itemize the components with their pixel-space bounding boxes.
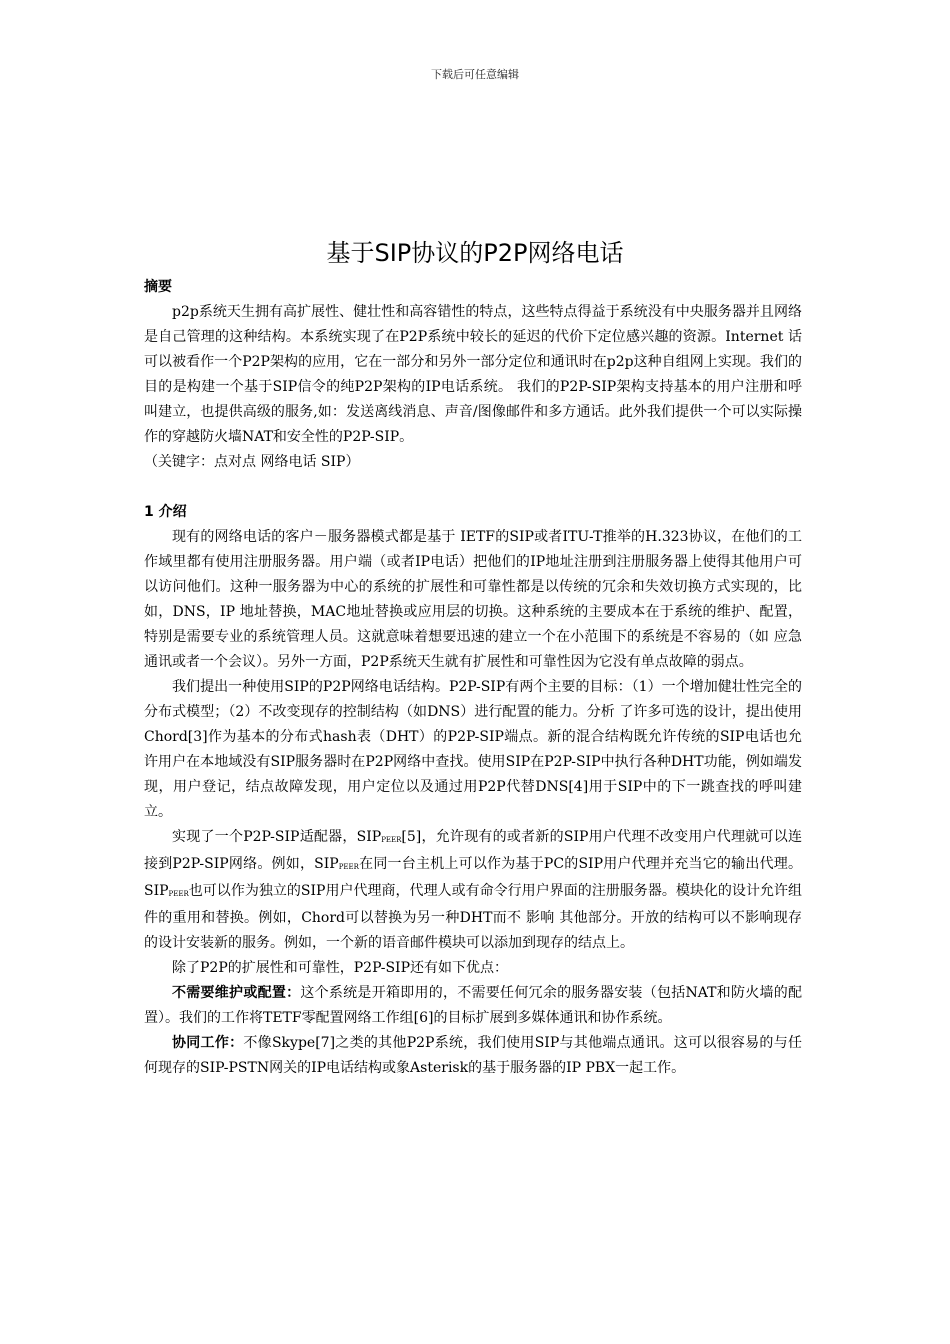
p3-part-a: 实现了一个P2P-SIP适配器，SIP (172, 829, 382, 845)
p3-part-c: 在同一台主机上可以作为基于PC的SIP用户代理并充当它的输出代理。SIP (144, 856, 802, 899)
p3-part-b: [5]，允许现有的或者新的SIP用户代理不改变用户代理就可以连接到P2P-SIP网络。例如，SIP (144, 829, 803, 872)
p5-body: 这个系统是开箱即用的，不需要任何冗余的服务器安装（包括NAT和防火墙的配置）。我们的工作将TETF零配置网络工作组[6]的目标扩展到多媒体通讯和协作系统。 (144, 985, 802, 1026)
section-1-paragraph-3 (144, 825, 802, 956)
section-1-paragraph-4: 除了P2P的扩展性和可靠性，P2P-SIP还有如下优点： (172, 960, 508, 976)
document-body (144, 275, 802, 1081)
peer-subscript: PEER (338, 863, 359, 871)
document-title: 基于SIP协议的P2P网络电话 (326, 239, 624, 267)
peer-subscript: PEER (168, 890, 189, 898)
peer-subscript: PEER (381, 836, 402, 844)
page-header-note: 下载后可任意编辑 (431, 68, 519, 81)
abstract-paragraph: p2p系统天生拥有高扩展性、健壮性和高容错性的特点，这些特点得益于系统没有中央服务器并且网络是自己管理的这种结构。本系统实现了在P2P系统中较长的延迟的代价下定位感兴趣的资源。Internet 话可以被看作一个P2P架构的应用，它在一部分和另外一部分定位和通讯时在p2p这种自组网上实现。我们的目的是构建一个基于SIP信令的纯P2P架构的IP电话系统。 我们的P2P-SIP架构支持基本的用户注册和呼叫建立，也提供高级的服务,如：发送离线消息、声音/图像邮件和多方通话。此外我们提供一个可以实际操作的穿越防火墙NAT和安全性的P2P-SIP。 (144, 304, 802, 445)
p5-lead: 不需要维护或配置： (172, 985, 301, 1001)
section-1-paragraph-2: 我们提出一种使用SIP的P2P网络电话结构。P2P-SIP有两个主要的目标：（1）一个增加健壮性完全的分布式模型；（2）不改变现存的控制结构（如DNS）进行配置的能力。分析 了许多可选的设计，提出使用Chord[3]作为基本的分布式hash表（DHT）的P2P-SIP端点。新的混合结构既允许传统的SIP电话也允许用户在本地域没有SIP服务器时在P2P网络中查找。使用SIP在P2P-SIP中执行各种DHT功能，例如端发现，用户登记，结点故障发现，用户定位以及通过用P2P代替DNS[4]用于SIP中的下一跳查找的呼叫建立。 (144, 679, 802, 820)
section-1-paragraph-5 (144, 981, 802, 1031)
section-1-paragraph-6 (144, 1031, 802, 1081)
keywords-line: （关键字：点对点 网络电话 SIP） (144, 454, 360, 470)
section-gap (144, 475, 802, 500)
p3-part-d: 也可以作为独立的SIP用户代理商，代理人或有命令行用户界面的注册服务器。模块化的设计允许组件的重用和替换。例如，Chord可以替换为另一种DHT而不 影响 其他部分。开放的结构可以不影响现存的设计安装新的服务。例如，一个新的语音邮件模块可以添加到现存的结点上。 (144, 883, 802, 951)
section-1-paragraph-1: 现有的网络电话的客户－服务器模式都是基于 IETF的SIP或者ITU-T推举的H.323协议，在他们的工作域里都有使用注册服务器。用户端（或者IP电话）把他们的IP地址注册到注册服务器上使得其他用户可以访问他们。这种一服务器为中心的系统的扩展性和可靠性都是以传统的冗余和失效切换方式实现的，比如，DNS，IP 地址替换，MAC地址替换或应用层的切换。这种系统的主要成本在于系统的维护、配置，特别是需要专业的系统管理人员。这就意味着想要迅速的建立一个在小范围下的系统是不容易的（如 应急通讯或者一个会议）。另外一方面，P2P系统天生就有扩展性和可靠性因为它没有单点故障的弱点。 (144, 529, 802, 670)
p6-body: 不像Skype[7]之类的其他P2P系统，我们使用SIP与其他端点通讯。这可以很容易的与任何现存的SIP-PSTN网关的IP电话结构或象Asterisk的基于服务器的IP PBX一起工作。 (144, 1035, 802, 1076)
abstract-heading: 摘要 (144, 279, 172, 295)
section-1-heading: 1 介绍 (144, 504, 187, 520)
p6-lead: 协同工作： (172, 1035, 244, 1051)
